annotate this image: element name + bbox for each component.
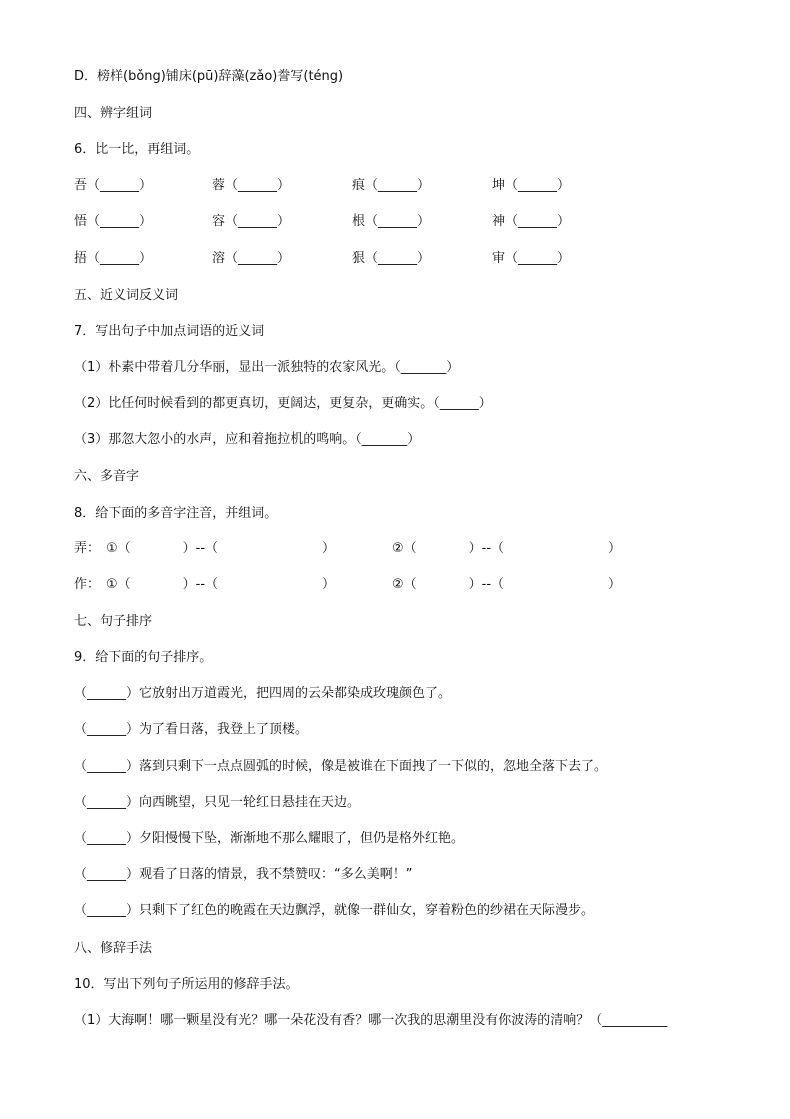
q9-sentence: （______）夕阳慢慢下坠，渐渐地不那么耀眼了，但仍是格外红艳。 — [74, 831, 465, 846]
section-heading-8: 八、修辞手法 — [74, 941, 153, 956]
q6-item: 痕（______） — [352, 178, 431, 193]
question-8: 8．给下面的多音字注音，并组词。 — [74, 506, 278, 521]
q8-char: 作： — [74, 577, 101, 592]
q6-item: 吾（______） — [74, 178, 153, 193]
q6-item: 神（______） — [492, 214, 571, 229]
question-10: 10．写出下列句子所运用的修辞手法。 — [74, 977, 299, 992]
section-heading-6: 六、多音字 — [74, 469, 140, 484]
q10-sentence: （1）大海啊！哪一颗星没有光？哪一朵花没有香？哪一次我的思潮里没有你波涛的清响？（__________ — [74, 1013, 668, 1028]
q8-reading-2: ②（ ）--（ ） — [392, 577, 622, 592]
q8-char: 弄： — [74, 541, 101, 556]
q8-reading-2: ②（ ）--（ ） — [392, 541, 622, 556]
q6-item: 蓉（______） — [212, 178, 291, 193]
section-heading-4: 四、辨字组词 — [74, 106, 153, 121]
q7-sentence: （2）比任何时候看到的都更真切，更阔达，更复杂，更确实。（______） — [74, 396, 492, 411]
q6-item: 根（______） — [352, 214, 431, 229]
section-heading-7: 七、句子排序 — [74, 614, 153, 629]
q6-item: 审（______） — [492, 251, 571, 266]
question-9: 9．给下面的句子排序。 — [74, 650, 213, 665]
q7-sentence: （1）朴素中带着几分华丽，显出一派独特的农家风光。（_______） — [74, 360, 460, 375]
q6-item: 狠（______） — [352, 251, 431, 266]
q6-item: 捂（______） — [74, 251, 153, 266]
q9-sentence: （______）它放射出万道霞光，把四周的云朵都染成玫瑰颜色了。 — [74, 686, 452, 701]
q7-sentence: （3）那忽大忽小的水声，应和着拖拉机的鸣响。（_______） — [74, 432, 421, 447]
q9-sentence: （______）为了看日落，我登上了顶楼。 — [74, 722, 309, 737]
q9-sentence: （______）观看了日落的情景，我不禁赞叹：“多么美啊！” — [74, 867, 413, 882]
section-heading-5: 五、近义词反义词 — [74, 288, 179, 303]
q9-sentence: （______）落到只剩下一点点圆弧的时候，像是被谁在下面拽了一下似的，忽地全落下去了。 — [74, 759, 608, 774]
option-d: D．榜样(bǒng)铺床(pū)辞藻(zǎo)誊写(téng) — [74, 69, 344, 84]
q6-item: 溶（______） — [212, 251, 291, 266]
question-6: 6．比一比，再组词。 — [74, 142, 200, 157]
q6-item: 坤（______） — [492, 178, 571, 193]
q6-item: 容（______） — [212, 214, 291, 229]
question-7: 7．写出句子中加点词语的近义词 — [74, 324, 265, 339]
q8-reading-1: ①（ ）--（ ） — [106, 577, 336, 592]
q9-sentence: （______）向西眺望，只见一轮红日悬挂在天边。 — [74, 795, 361, 810]
q9-sentence: （______）只剩下了红色的晚霞在天边飘浮，就像一群仙女，穿着粉色的纱裙在天际漫步。 — [74, 903, 595, 918]
q8-reading-1: ①（ ）--（ ） — [106, 541, 336, 556]
q6-item: 悟（______） — [74, 214, 153, 229]
